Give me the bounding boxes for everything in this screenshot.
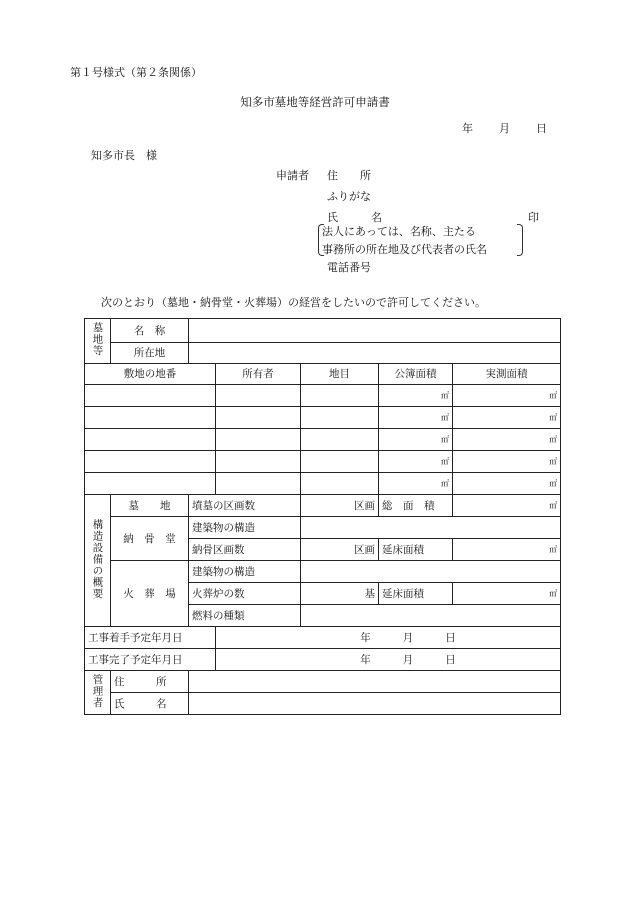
total-area-field[interactable]: ㎡ [453, 495, 561, 517]
ossuary-plots-field[interactable]: 区画 [301, 539, 379, 561]
manager-address-label: 住 所 [111, 671, 189, 693]
ossuary-structure-label: 建築物の構造 [189, 517, 301, 539]
cemetery-label: 墓 地 [111, 495, 189, 517]
name-value-field[interactable] [189, 319, 561, 343]
crematorium-floor-area-label: 延床面積 [379, 583, 453, 605]
registered-area-field[interactable]: ㎡ [379, 385, 453, 407]
date-year: 年 [462, 122, 473, 135]
fuel-type-label: 燃料の種類 [189, 605, 301, 627]
ossuary-plots-label: 納骨区画数 [189, 539, 301, 561]
manager-group-label: 管理者 [85, 671, 111, 715]
corporation-note [322, 223, 487, 259]
document-title: 知多市墓地等経営許可申請書 [240, 95, 390, 109]
crematorium-label: 火 葬 場 [111, 561, 189, 627]
measured-area-field[interactable]: ㎡ [453, 429, 561, 451]
seal-mark: 印 [528, 211, 539, 224]
corporation-note-line-2: 事務所の所在地及び代表者の氏名 [322, 243, 487, 256]
ossuary-floor-area-field[interactable]: ㎡ [453, 539, 561, 561]
lot-number-field[interactable] [85, 451, 216, 473]
furnace-count-label: 火葬炉の数 [189, 583, 301, 605]
intro-text: 次のとおり（墓地・納骨堂・火葬場）の経営をしたいので許可してください。 [101, 296, 486, 309]
measured-area-field[interactable]: ㎡ [453, 451, 561, 473]
name-label: 名 称 [111, 319, 189, 343]
owner-field[interactable] [216, 451, 301, 473]
date-day: 日 [536, 122, 547, 135]
construction-start-label: 工事着手予定年月日 [85, 627, 216, 649]
lot-number-field[interactable] [85, 473, 216, 495]
column-header-owner: 所有者 [216, 364, 301, 385]
owner-field[interactable] [216, 385, 301, 407]
ossuary-label: 納 骨 堂 [111, 517, 189, 561]
measured-area-field[interactable]: ㎡ [453, 407, 561, 429]
crematorium-floor-area-field[interactable]: ㎡ [453, 583, 561, 605]
registered-area-field[interactable]: ㎡ [379, 451, 453, 473]
form-number: 第１号様式（第２条関係） [70, 66, 202, 79]
corporation-note-line-1: 法人にあっては、名称、主たる [322, 225, 476, 238]
land-category-field[interactable] [301, 407, 379, 429]
manager-address-field[interactable] [189, 671, 561, 693]
construction-end-label: 工事完了予定年月日 [85, 649, 216, 671]
land-category-field[interactable] [301, 473, 379, 495]
grave-plots-label: 墳墓の区画数 [189, 495, 301, 517]
location-label: 所在地 [111, 343, 189, 364]
lot-number-field[interactable] [85, 407, 216, 429]
total-area-label: 総 面 積 [379, 495, 453, 517]
ossuary-structure-field[interactable] [301, 517, 561, 539]
column-header-lot: 敷地の地番 [85, 364, 216, 385]
applicant-address-label: 住 所 [327, 169, 371, 182]
furnace-count-field[interactable]: 基 [301, 583, 379, 605]
ossuary-floor-area-label: 延床面積 [379, 539, 453, 561]
construction-end-date-field[interactable]: 年 月 日 [216, 649, 561, 671]
construction-start-date-field[interactable]: 年 月 日 [216, 627, 561, 649]
lot-number-field[interactable] [85, 385, 216, 407]
bracket-right [517, 224, 523, 256]
owner-field[interactable] [216, 407, 301, 429]
applicant-label: 申請者 [276, 169, 309, 182]
registered-area-field[interactable]: ㎡ [379, 407, 453, 429]
registered-area-field[interactable]: ㎡ [379, 429, 453, 451]
lot-number-field[interactable] [85, 429, 216, 451]
measured-area-field[interactable]: ㎡ [453, 473, 561, 495]
column-header-land-category: 地目 [301, 364, 379, 385]
owner-field[interactable] [216, 429, 301, 451]
facility-overview-group-label: 構造設備の概要 [85, 495, 111, 627]
manager-name-label: 氏 名 [111, 693, 189, 715]
date-month: 月 [499, 122, 510, 135]
addressee: 知多市長 様 [91, 149, 157, 162]
land-category-field[interactable] [301, 385, 379, 407]
crematorium-structure-field[interactable] [301, 561, 561, 583]
grave-plots-field[interactable]: 区画 [301, 495, 379, 517]
land-category-field[interactable] [301, 429, 379, 451]
manager-name-field[interactable] [189, 693, 561, 715]
location-value-field[interactable] [189, 343, 561, 364]
applicant-phone-label: 電話番号 [327, 261, 371, 274]
applicant-name-label: 氏 名 [327, 211, 382, 224]
applicant-furigana-label: ふりがな [327, 190, 371, 203]
fuel-type-field[interactable] [301, 605, 561, 627]
application-date [462, 120, 547, 136]
measured-area-field[interactable]: ㎡ [453, 385, 561, 407]
application-table [84, 318, 561, 715]
crematorium-structure-label: 建築物の構造 [189, 561, 301, 583]
column-header-registered-area: 公簿面積 [379, 364, 453, 385]
cemetery-group-label: 墓地等 [85, 319, 111, 364]
column-header-measured-area: 実測面積 [453, 364, 561, 385]
registered-area-field[interactable]: ㎡ [379, 473, 453, 495]
land-category-field[interactable] [301, 451, 379, 473]
owner-field[interactable] [216, 473, 301, 495]
